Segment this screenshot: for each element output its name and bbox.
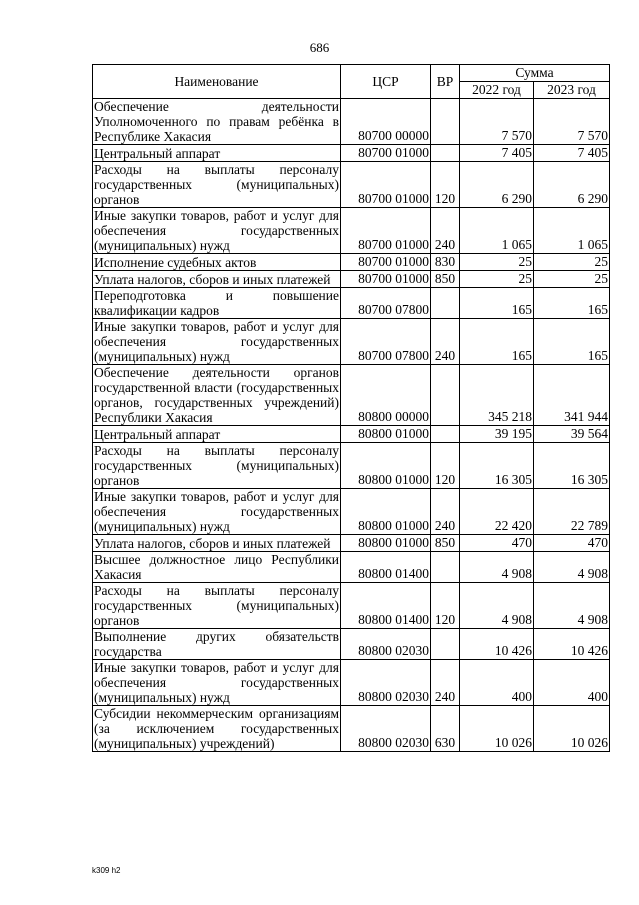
row-csr-cell: 80700 01000 xyxy=(341,162,431,208)
row-vr-cell xyxy=(431,145,460,162)
row-2022-cell: 22 420 xyxy=(460,489,534,535)
row-vr-cell: 120 xyxy=(431,583,460,629)
row-2022-cell: 165 xyxy=(460,288,534,319)
row-vr-cell: 240 xyxy=(431,319,460,365)
row-csr-cell: 80800 01000 xyxy=(341,426,431,443)
row-2022-cell: 25 xyxy=(460,271,534,288)
row-2022-cell: 25 xyxy=(460,254,534,271)
row-name-cell: Иные закупки товаров, работ и услуг для обеспечения государственных (муниципальных) нужд xyxy=(94,660,339,705)
row-name-cell: Обеспечение деятельности органов государственной власти (государственных органов, государственных учреждений) Республики Хакасия xyxy=(94,365,339,425)
row-2022-cell: 1 065 xyxy=(460,208,534,254)
row-2023-cell: 341 944 xyxy=(534,365,610,426)
header-csr: ЦСР xyxy=(341,65,431,99)
row-2023-cell: 10 026 xyxy=(534,706,610,752)
row-csr-cell: 80800 02030 xyxy=(341,629,431,660)
row-name-cell: Иные закупки товаров, работ и услуг для обеспечения государственных (муниципальных) нужд xyxy=(94,489,339,534)
table-row xyxy=(93,426,610,443)
row-2022-cell: 345 218 xyxy=(460,365,534,426)
row-csr-cell: 80800 01000 xyxy=(341,535,431,552)
row-2022-cell: 10 026 xyxy=(460,706,534,752)
table-row xyxy=(93,583,610,629)
row-vr-cell xyxy=(431,552,460,583)
footer-code: k309 h2 xyxy=(92,866,121,875)
row-vr-cell xyxy=(431,99,460,145)
row-vr-cell xyxy=(431,288,460,319)
row-csr-cell: 80800 01000 xyxy=(341,489,431,535)
row-name-cell: Центральный аппарат xyxy=(93,426,341,443)
row-2023-cell: 22 789 xyxy=(534,489,610,535)
row-vr-cell: 830 xyxy=(431,254,460,271)
header-year-2023: 2023 год xyxy=(534,82,610,99)
row-2022-cell: 400 xyxy=(460,660,534,706)
row-vr-cell: 850 xyxy=(431,535,460,552)
row-csr-cell: 80700 01000 xyxy=(341,208,431,254)
header-year-2022: 2022 год xyxy=(460,82,534,99)
row-name-cell: Обеспечение деятельности Уполномоченного по правам ребёнка в Республике Хакасия xyxy=(94,99,339,144)
row-2022-cell: 39 195 xyxy=(460,426,534,443)
row-csr-cell: 80800 01400 xyxy=(341,552,431,583)
table-row xyxy=(93,443,610,489)
row-vr-cell: 240 xyxy=(431,489,460,535)
row-2023-cell: 4 908 xyxy=(534,583,610,629)
row-name-cell: Расходы на выплаты персоналу государственных (муниципальных) органов xyxy=(94,162,339,207)
row-2022-cell: 470 xyxy=(460,535,534,552)
row-csr-cell: 80700 00000 xyxy=(341,99,431,145)
row-csr-cell: 80800 02030 xyxy=(341,660,431,706)
row-csr-cell: 80700 01000 xyxy=(341,271,431,288)
row-2023-cell: 165 xyxy=(534,288,610,319)
row-2023-cell: 470 xyxy=(534,535,610,552)
row-csr-cell: 80700 07800 xyxy=(341,288,431,319)
table-row xyxy=(93,271,610,288)
row-vr-cell: 630 xyxy=(431,706,460,752)
row-name-cell: Уплата налогов, сборов и иных платежей xyxy=(93,535,341,552)
row-2022-cell: 4 908 xyxy=(460,583,534,629)
row-2023-cell: 25 xyxy=(534,254,610,271)
row-2023-cell: 4 908 xyxy=(534,552,610,583)
row-2023-cell: 39 564 xyxy=(534,426,610,443)
row-2023-cell: 7 405 xyxy=(534,145,610,162)
table-row xyxy=(93,99,610,145)
header-name: Наименование xyxy=(93,65,341,99)
row-vr-cell: 120 xyxy=(431,443,460,489)
row-2023-cell: 10 426 xyxy=(534,629,610,660)
row-2022-cell: 6 290 xyxy=(460,162,534,208)
row-2023-cell: 6 290 xyxy=(534,162,610,208)
row-2023-cell: 16 305 xyxy=(534,443,610,489)
table-header-row xyxy=(93,65,610,82)
row-csr-cell: 80800 01000 xyxy=(341,443,431,489)
row-csr-cell: 80700 07800 xyxy=(341,319,431,365)
table-row xyxy=(93,208,610,254)
row-name-cell: Иные закупки товаров, работ и услуг для обеспечения государственных (муниципальных) нужд xyxy=(94,208,339,253)
row-vr-cell xyxy=(431,426,460,443)
row-2022-cell: 10 426 xyxy=(460,629,534,660)
row-2023-cell: 1 065 xyxy=(534,208,610,254)
row-name-cell: Субсидии некоммерческим организациям (за исключением государственных (муниципальных) учреждений) xyxy=(94,706,339,751)
row-csr-cell: 80800 01400 xyxy=(341,583,431,629)
row-csr-cell: 80800 00000 xyxy=(341,365,431,426)
header-sum: Сумма xyxy=(460,65,610,82)
row-name-cell: Высшее должностное лицо Республики Хакасия xyxy=(94,552,339,582)
row-name-cell: Переподготовка и повышение квалификации кадров xyxy=(94,288,339,318)
page-number: 686 xyxy=(309,40,330,55)
table-row xyxy=(93,365,610,426)
row-2023-cell: 400 xyxy=(534,660,610,706)
row-name-cell: Исполнение судебных актов xyxy=(93,254,341,271)
row-name-cell: Расходы на выплаты персоналу государственных (муниципальных) органов xyxy=(94,443,339,488)
table-row xyxy=(93,660,610,706)
table-row xyxy=(93,288,610,319)
table-row xyxy=(93,535,610,552)
row-csr-cell: 80700 01000 xyxy=(341,145,431,162)
table-row xyxy=(93,319,610,365)
row-vr-cell xyxy=(431,365,460,426)
table-row xyxy=(93,145,610,162)
row-name-cell: Уплата налогов, сборов и иных платежей xyxy=(93,271,341,288)
table-row xyxy=(93,254,610,271)
row-2023-cell: 165 xyxy=(534,319,610,365)
row-vr-cell: 240 xyxy=(431,660,460,706)
row-vr-cell xyxy=(431,629,460,660)
row-2022-cell: 165 xyxy=(460,319,534,365)
row-vr-cell: 120 xyxy=(431,162,460,208)
row-vr-cell: 850 xyxy=(431,271,460,288)
row-name-cell: Иные закупки товаров, работ и услуг для обеспечения государственных (муниципальных) нужд xyxy=(94,319,339,364)
row-name-cell: Расходы на выплаты персоналу государственных (муниципальных) органов xyxy=(94,583,339,628)
table-row xyxy=(93,706,610,752)
table-row xyxy=(93,489,610,535)
row-csr-cell: 80800 02030 xyxy=(341,706,431,752)
row-name-cell: Центральный аппарат xyxy=(93,145,341,162)
row-2022-cell: 16 305 xyxy=(460,443,534,489)
table-row xyxy=(93,552,610,583)
row-csr-cell: 80700 01000 xyxy=(341,254,431,271)
row-name-cell: Выполнение других обязательств государства xyxy=(94,629,339,659)
row-2022-cell: 7 405 xyxy=(460,145,534,162)
row-2022-cell: 4 908 xyxy=(460,552,534,583)
budget-table xyxy=(92,64,610,752)
row-vr-cell: 240 xyxy=(431,208,460,254)
table-row xyxy=(93,629,610,660)
table-row xyxy=(93,162,610,208)
row-2022-cell: 7 570 xyxy=(460,99,534,145)
row-2023-cell: 7 570 xyxy=(534,99,610,145)
row-2023-cell: 25 xyxy=(534,271,610,288)
header-vr: ВР xyxy=(431,65,460,99)
